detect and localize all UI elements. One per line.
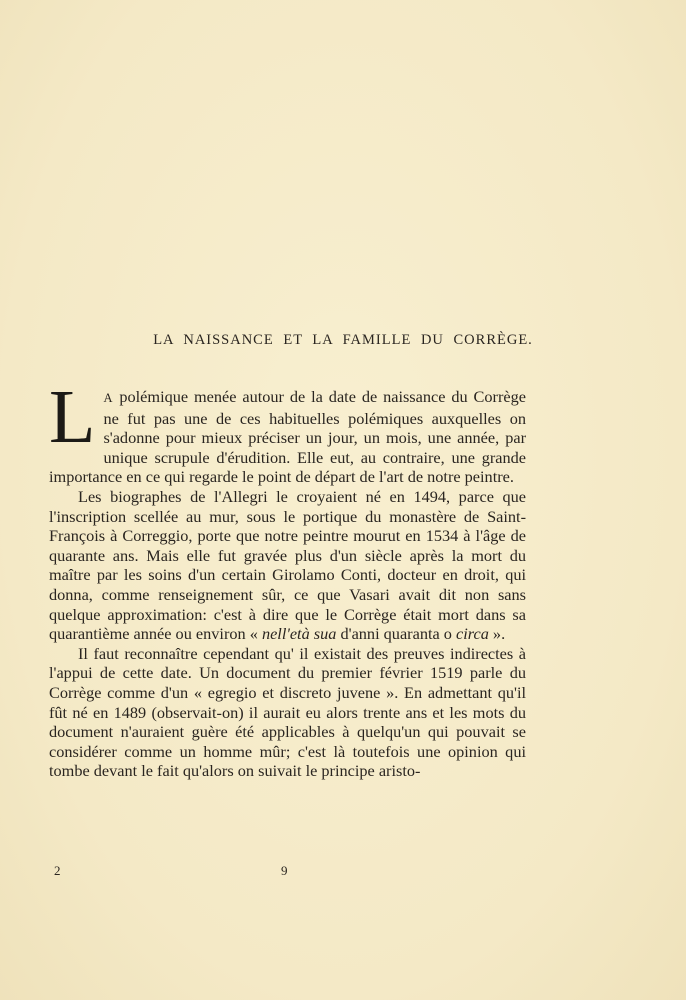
paragraph-2-text-middle: d'anni quaranta o [336, 624, 456, 644]
signature-mark: 2 [54, 863, 61, 878]
paragraph-1 [49, 375, 526, 487]
paragraph-3-text: Il faut reconnaître cependant qu' il existait des preuves indirectes à l'appui de cette date. Un document du premier février 1519 parle du Corrège comme d'un « egregio et discreto juvene ». En admettant qu'il fût né en 1489 (observait-on) il aurait eu alors trente ans et les mots du document n'auraient guère été applicables à quelqu'un qui pouvait se considérer comme un homme mûr; c'est là toutefois une opinion qui tombe devant le fait qu'alors on suivait le principe aristo- [49, 643, 526, 781]
paragraph-2-text-before: Les biographes de l'Allegri le croyaient né en 1494, parce que l'inscription scellée au mur, sous le portique du monastère de Saint-François à Correggio, porte que notre peintre mourut en 1534 à l'âge de quarante ans. Mais elle fut gravée plus d'un siècle après la mort du maître par les soins d'un certain Girolamo Conti, docteur en droit, qui donna, comme renseignement sûr, ce que Vasari avait dit non sans quelque approximation: c'est à dire que le Corrège était mort dans sa quarantième année ou environ « [49, 486, 526, 644]
drop-cap: L [49, 375, 96, 459]
body-text [49, 375, 526, 781]
paragraph-1-text: polémique menée autour de la date de naissance du Corrège ne fut pas une de ces habituelles polémiques auxquelles on s'adonne pour mieux préciser un jour, un mois, une année, par unique scrupule d'érudition. Elle eut, au contraire, une grande importance en ce qui regarde le point de départ de l'art de notre peintre. [49, 387, 526, 487]
small-cap-start: A [103, 391, 114, 405]
page-number: 9 [281, 863, 288, 878]
chapter-title: LA NAISSANCE ET LA FAMILLE DU CORRÈGE. [153, 332, 533, 348]
paragraph-2-italic-1: nell'età sua [261, 624, 337, 644]
paragraph-2-text-after: ». [488, 624, 506, 644]
paragraph-2-italic-2: circa [456, 624, 489, 644]
paragraph-3 [49, 644, 526, 781]
paragraph-2 [49, 487, 526, 644]
